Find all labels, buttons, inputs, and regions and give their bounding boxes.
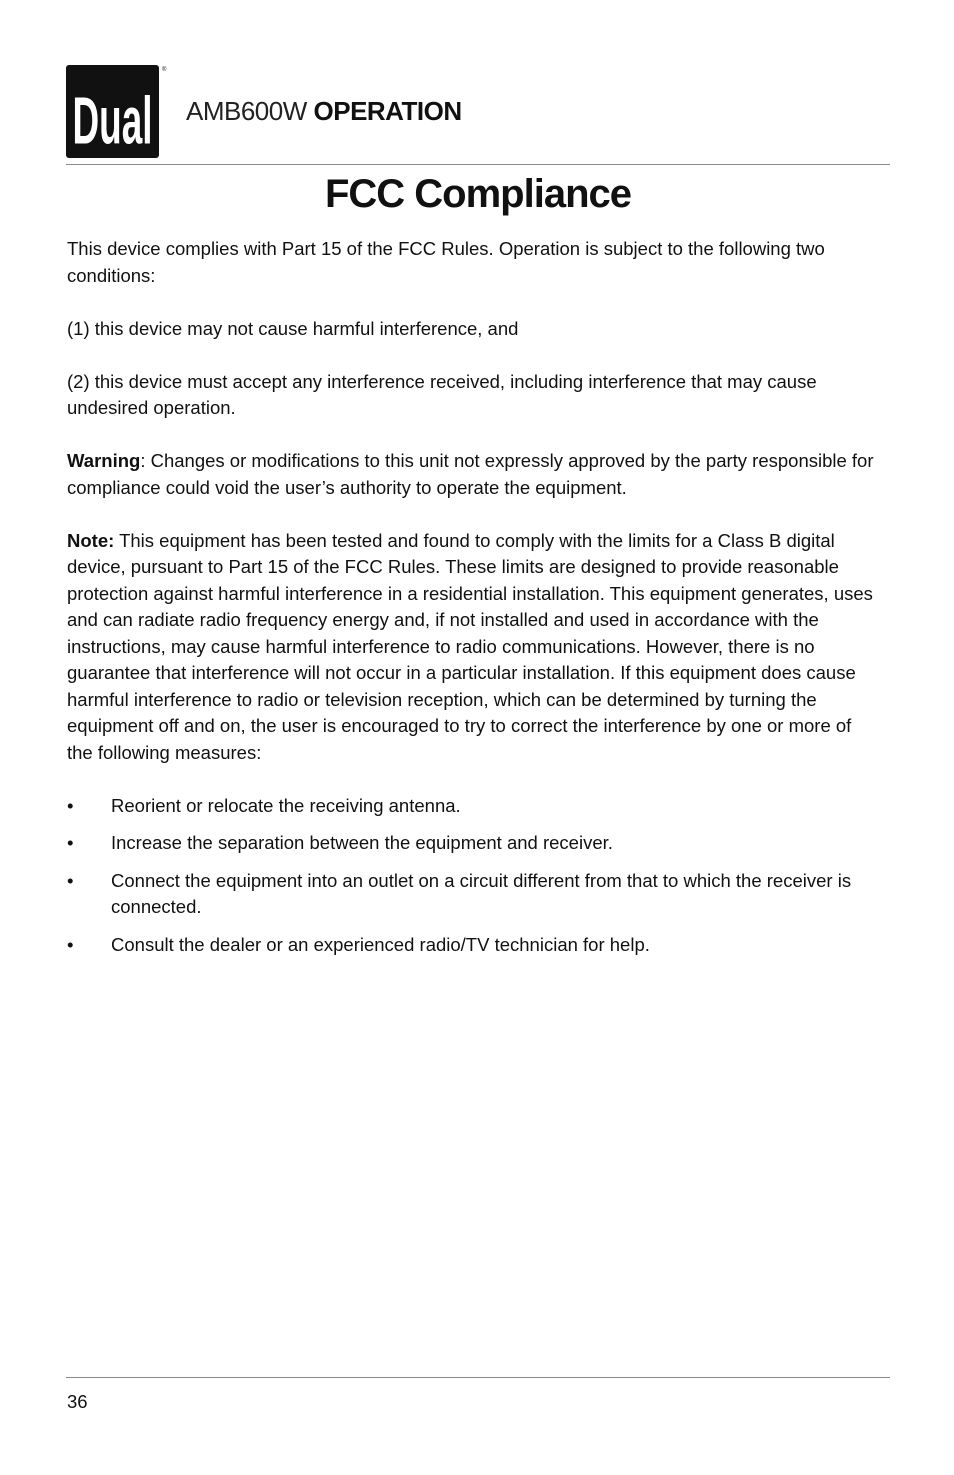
note-label: Note: [67,529,115,551]
bullet-icon: • [67,869,74,891]
measures-list [67,793,877,959]
page-number: 36 [67,1391,88,1412]
measure-text: Increase the separation between the equipment and receiver. [111,832,613,853]
header-title [186,95,462,127]
condition-2: (2) this device must accept any interference received, including interference that may cause undesired operation. [67,370,817,418]
bullet-icon: • [67,933,74,955]
warning-text: : Changes or modifications to this unit not expressly approved by the party responsible for compliance could void the user’s authority to operate the equipment. [67,450,874,498]
note-text: This equipment has been tested and found to comply with the limits for a Class B digital device, pursuant to Part 15 of the FCC Rules. These limits are designed to provide reasonable protection against harmful interference in a residential installation. This equipment generates, uses and can radiate radio frequency energy and, if not installed and used in accordance with the instructions, may cause harmful interference to radio communications. However, there is no guarantee that interference will not occur in a particular installation. If this equipment does cause harmful interference to radio or television reception, which can be determined by turning the equipment off and on, the user is encouraged to try to correct the interference by one or more of the following measures: [67,529,873,763]
bullet-icon: • [67,794,74,816]
measure-text: Reorient or relocate the receiving antenna. [111,794,461,816]
condition-1: (1) this device may not cause harmful interference, and [67,317,519,339]
list-item [67,793,877,820]
svg-text:®: ® [162,67,167,73]
bullet-icon: • [67,832,74,853]
warning-paragraph [67,448,877,501]
warning-label: Warning [67,450,141,471]
page-title: FCC Compliance [324,172,632,216]
measure-text: Connect the equipment into an outlet on a circuit different from that to which the receiver is connected. [111,869,852,917]
svg-text:Dual: Dual [72,83,153,159]
document-body [67,236,877,969]
measure-text: Consult the dealer or an experienced radio/TV technician for help. [111,933,650,955]
list-item [67,868,877,921]
model-name: AMB600W [186,96,307,126]
dual-logo [66,65,167,159]
section-name: OPERATION [313,96,462,126]
list-item [67,830,877,857]
header-divider [66,164,890,165]
intro-paragraph: This device complies with Part 15 of the FCC Rules. Operation is subject to the following two conditions: [67,238,825,286]
list-item [67,932,877,959]
note-paragraph [67,528,877,767]
footer-divider [66,1377,890,1378]
